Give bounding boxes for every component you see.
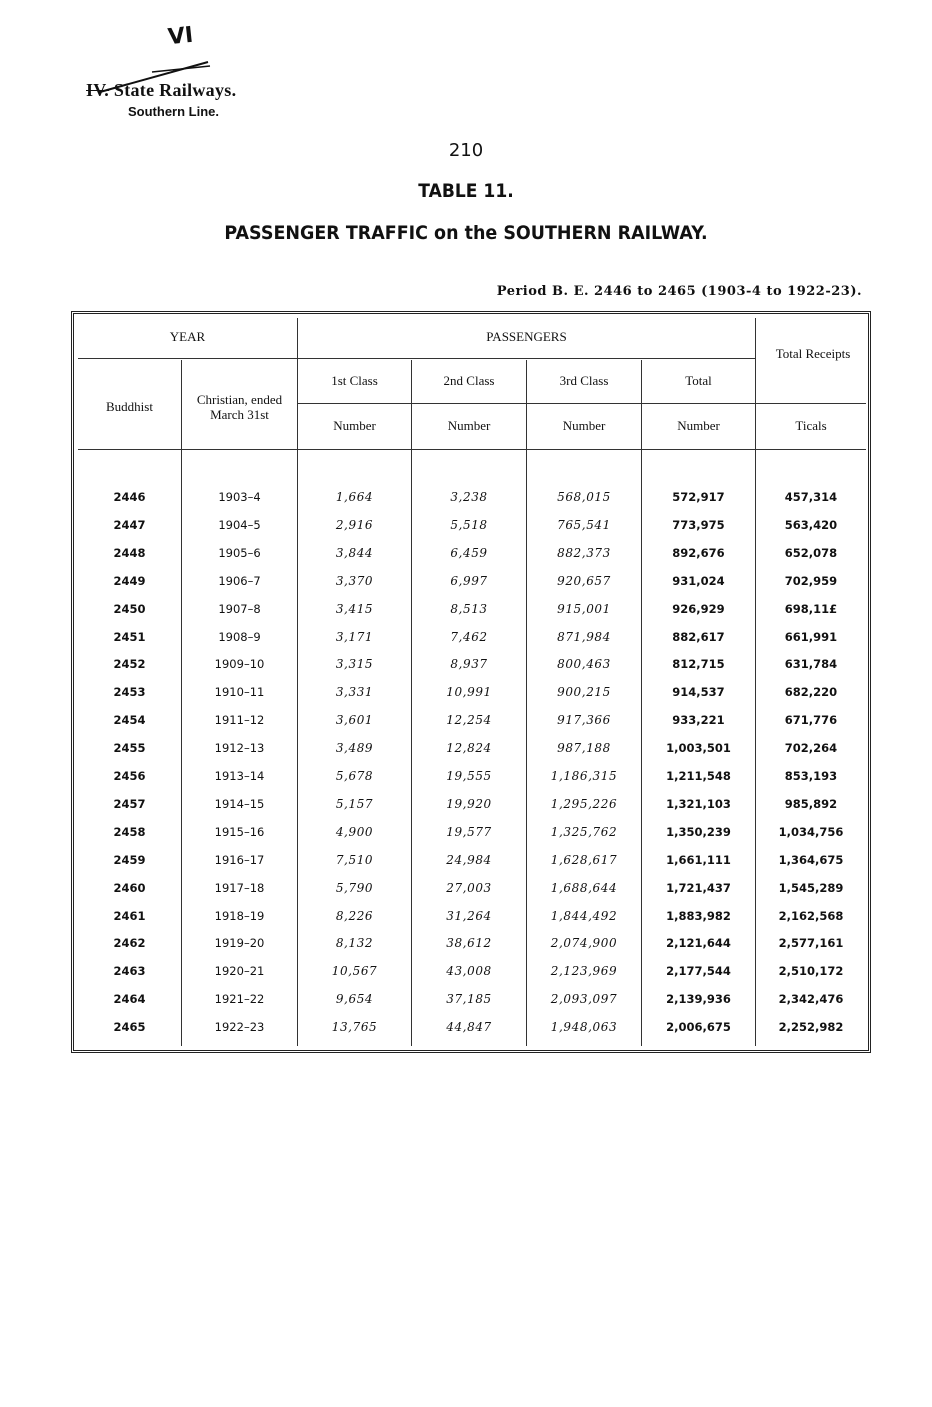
cell-christian-year: 1914–15 [214,796,265,811]
cell-third-class: 871,984 [557,629,611,644]
cell-first-class: 13,765 [331,1020,378,1035]
cell-total: 933,221 [672,713,725,728]
cell-third-class: 2,074,900 [550,936,618,951]
cell-total: 812,715 [672,657,725,672]
cell-total: 1,350,239 [666,824,731,839]
cell-buddhist-year: 2459 [113,852,146,867]
cell-third-class: 1,948,063 [550,1020,618,1035]
cell-total-receipts: 2,162,568 [778,908,844,923]
cell-total: 882,617 [672,629,725,644]
cell-second-class: 44,847 [446,1020,492,1035]
cell-first-class: 8,226 [335,908,374,923]
cell-first-class: 5,678 [335,769,374,783]
cell-buddhist-year: 2450 [113,601,146,616]
cell-third-class: 882,373 [557,545,611,560]
cell-third-class: 1,295,226 [550,796,618,811]
cell-total: 914,537 [672,685,725,700]
cell-third-class: 2,123,969 [550,964,618,979]
cell-second-class: 38,612 [446,936,492,951]
cell-christian-year: 1910–11 [214,685,265,700]
cell-total-receipts: 631,784 [784,657,838,672]
cell-total: 1,883,982 [666,908,731,923]
cell-christian-year: 1909–10 [214,657,265,672]
section-title [86,80,236,101]
cell-total: 1,211,548 [666,769,731,783]
cell-christian-year: 1908–9 [218,629,261,644]
cell-first-class: 4,900 [335,824,374,839]
cell-second-class: 19,577 [446,824,492,839]
cell-total-receipts: 661,991 [784,629,838,644]
cell-christian-year: 1921–22 [214,992,265,1007]
cell-buddhist-year: 2460 [113,880,146,895]
unit-first: Number [333,418,376,433]
cell-buddhist-year: 2455 [113,741,146,756]
cell-christian-year: 1907–8 [218,601,261,616]
cell-total-receipts: 2,252,982 [778,1020,844,1035]
cell-total-receipts: 1,364,675 [778,852,844,867]
cell-christian-year: 1919–20 [214,936,265,951]
header-total-receipts: Total Receipts [775,346,851,361]
cell-third-class: 2,093,097 [550,992,618,1007]
cell-second-class: 5,518 [450,517,488,532]
cell-first-class: 3,171 [335,629,374,644]
cell-buddhist-year: 2449 [113,573,146,588]
cell-buddhist-year: 2446 [113,490,146,504]
cell-buddhist-year: 2453 [113,685,146,700]
rule-h-year [78,358,297,359]
cell-christian-year: 1904–5 [218,517,261,532]
cell-second-class: 8,937 [450,657,488,672]
cell-third-class: 917,366 [557,713,611,728]
cell-first-class: 9,654 [335,992,374,1007]
cell-second-class: 43,008 [446,964,492,979]
cell-buddhist-year: 2465 [113,1020,146,1035]
cell-second-class: 3,238 [450,490,488,504]
rule-h-receipts [756,403,866,404]
cell-christian-year: 1903–4 [218,490,261,504]
cell-second-class: 12,824 [446,741,492,756]
cell-total: 2,121,644 [666,936,731,951]
cell-total: 1,721,437 [666,880,731,895]
cell-third-class: 987,188 [557,741,611,756]
cell-total-receipts: 2,510,172 [778,964,844,979]
cell-third-class: 1,688,644 [550,880,618,895]
cell-buddhist-year: 2451 [113,629,146,644]
cell-buddhist-year: 2448 [113,545,146,560]
cell-total-receipts: 2,577,161 [778,936,844,951]
header-passengers: PASSENGERS [486,329,567,344]
cell-second-class: 6,997 [450,573,488,588]
page-number: 210 [448,140,484,161]
unit-third: Number [562,418,606,433]
cell-first-class: 3,489 [335,741,374,756]
cell-total: 2,006,675 [666,1020,731,1035]
cell-first-class: 3,331 [335,685,374,700]
cell-total: 1,661,111 [666,852,731,867]
header-first-class: 1st Class [331,373,378,388]
table-title: PASSENGER TRAFFIC on the SOUTHERN RAILWAY. [224,222,708,244]
unit-second: Number [447,418,491,433]
cell-total-receipts: 702,959 [784,573,838,588]
cell-buddhist-year: 2454 [113,713,146,728]
cell-christian-year: 1911–12 [214,713,265,728]
cell-second-class: 6,459 [450,545,488,560]
cell-first-class: 3,601 [335,713,374,728]
section-subtitle: Southern Line. [128,104,219,119]
cell-third-class: 1,186,315 [550,769,618,783]
cell-first-class: 3,415 [335,601,374,616]
cell-second-class: 10,991 [446,685,492,700]
header-buddhist: Buddhist [106,399,153,414]
cell-buddhist-year: 2457 [113,796,146,811]
section-name: State Railways. [109,80,237,100]
header-year: YEAR [169,329,206,344]
cell-third-class: 1,325,762 [550,824,618,839]
cell-total-receipts: 1,545,289 [778,880,844,895]
cell-christian-year: 1912–13 [214,741,265,756]
cell-first-class: 10,567 [331,964,378,979]
table-label: TABLE 11. [418,180,514,202]
cell-total: 1,003,501 [666,741,731,756]
cell-buddhist-year: 2464 [113,992,146,1007]
cell-christian-year: 1922–23 [214,1020,265,1035]
cell-christian-year: 1913–14 [214,769,265,783]
cell-total-receipts: 671,776 [784,713,838,728]
cell-buddhist-year: 2452 [113,657,146,672]
cell-christian-year: 1915–16 [214,824,265,839]
cell-first-class: 7,510 [335,852,374,867]
cell-christian-year: 1905–6 [218,545,261,560]
header-christian: Christian, ended March 31st [196,392,283,422]
cell-third-class: 765,541 [557,517,611,532]
cell-second-class: 12,254 [446,713,492,728]
cell-total: 1,321,103 [666,796,731,811]
rule-h-passengers [298,358,755,359]
cell-second-class: 19,920 [446,796,492,811]
cell-buddhist-year: 2462 [113,936,146,951]
struck-section-prefix: IV. [86,80,110,100]
cell-first-class: 8,132 [335,936,374,951]
cell-second-class: 8,513 [450,601,488,616]
cell-first-class: 2,916 [335,517,374,532]
cell-christian-year: 1906–7 [218,573,261,588]
unit-ticals: Ticals [795,418,827,433]
cell-total-receipts: 457,314 [784,490,838,504]
cell-third-class: 915,001 [557,601,611,616]
cell-total-receipts: 698,11£ [784,601,838,616]
cell-total-receipts: 563,420 [784,517,838,532]
handwritten-roman-mark: VI [166,22,195,51]
cell-total: 2,139,936 [666,992,731,1007]
cell-second-class: 27,003 [446,880,492,895]
cell-total-receipts: 2,342,476 [778,992,844,1007]
cell-total: 892,676 [672,545,725,560]
cell-total-receipts: 853,193 [784,769,838,783]
cell-total: 773,975 [672,517,725,532]
cell-second-class: 19,555 [446,769,492,783]
cell-first-class: 5,790 [335,880,374,895]
cell-christian-year: 1920–21 [214,964,265,979]
header-total: Total [685,373,712,388]
cell-third-class: 1,628,617 [550,852,618,867]
cell-buddhist-year: 2461 [113,908,146,923]
cell-third-class: 568,015 [557,490,611,504]
cell-buddhist-year: 2458 [113,824,146,839]
cell-second-class: 7,462 [450,629,488,644]
cell-first-class: 3,370 [335,573,374,588]
cell-total-receipts: 985,892 [784,796,838,811]
cell-buddhist-year: 2447 [113,517,146,532]
cell-first-class: 3,844 [335,545,374,560]
cell-third-class: 900,215 [557,685,611,700]
cell-total: 2,177,544 [666,964,731,979]
cell-total: 926,929 [672,601,725,616]
cell-second-class: 37,185 [446,992,492,1007]
cell-total: 572,917 [672,490,725,504]
cell-first-class: 1,664 [335,490,374,504]
cell-first-class: 3,315 [335,657,374,672]
rule-h-classes [298,403,755,404]
cell-buddhist-year: 2463 [113,964,146,979]
cell-third-class: 800,463 [557,657,611,672]
unit-total: Number [677,418,720,433]
cell-christian-year: 1917–18 [214,880,265,895]
rule-h-header-bottom [78,449,866,450]
header-third-class: 3rd Class [559,373,609,388]
cell-buddhist-year: 2456 [113,769,146,783]
cell-total: 931,024 [672,573,725,588]
cell-total-receipts: 652,078 [784,545,838,560]
cell-total-receipts: 682,220 [784,685,838,700]
cell-total-receipts: 702,264 [784,741,838,756]
cell-christian-year: 1918–19 [214,908,265,923]
cell-second-class: 24,984 [446,852,492,867]
cell-third-class: 920,657 [557,573,611,588]
cell-christian-year: 1916–17 [214,852,265,867]
cell-first-class: 5,157 [335,796,374,811]
cell-third-class: 1,844,492 [550,908,618,923]
cell-second-class: 31,264 [446,908,492,923]
cell-total-receipts: 1,034,756 [778,824,844,839]
period-caption: Period B. E. 2446 to 2465 (1903-4 to 1922-23). [496,284,862,299]
header-second-class: 2nd Class [443,373,495,388]
